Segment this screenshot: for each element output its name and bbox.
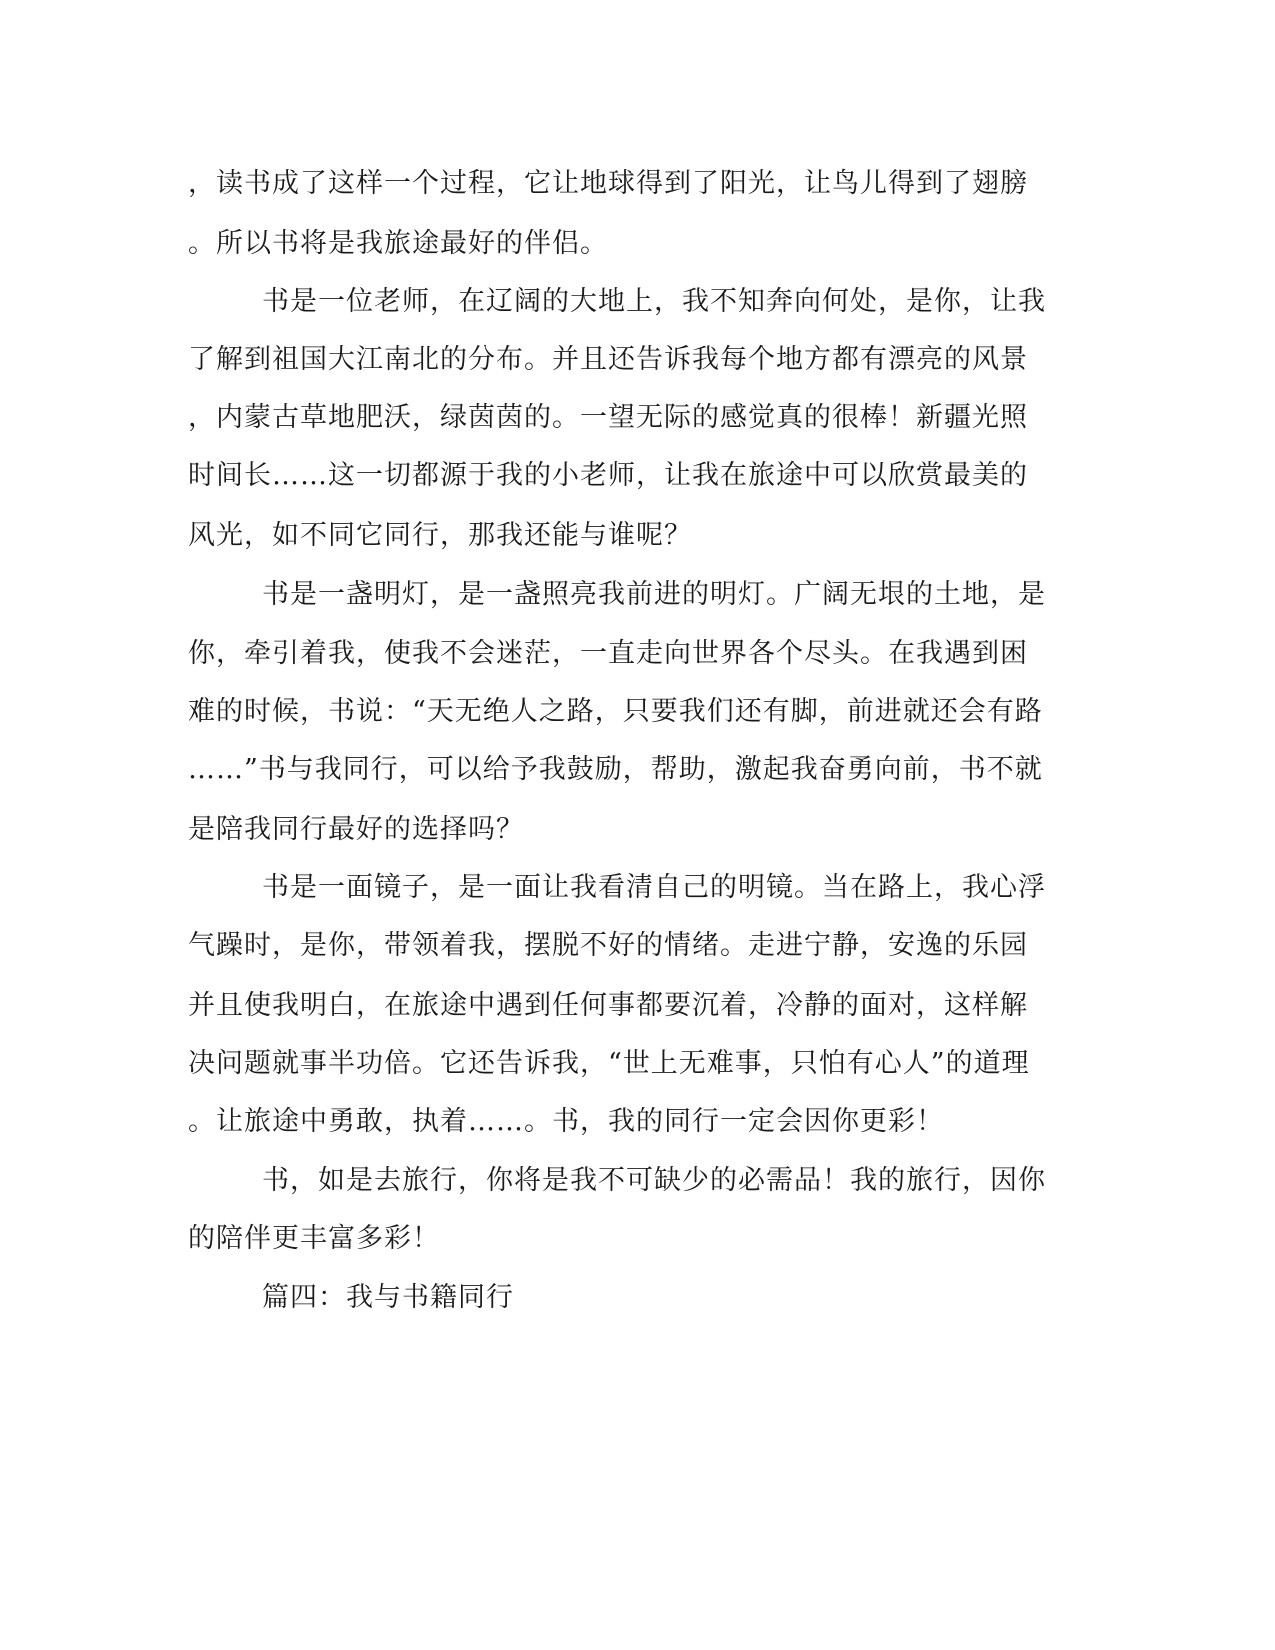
text-line: 的陪伴更丰富多彩！ bbox=[188, 1223, 440, 1254]
text-line: 。让旅途中勇敢，执着……。书，我的同行一定会因你更彩！ bbox=[188, 1106, 944, 1137]
text-line: ……”书与我同行，可以给予我鼓励，帮助，激起我奋勇向前，书不就 bbox=[188, 754, 1043, 785]
text-line: 气躁时，是你，带领着我，摆脱不好的情绪。走进宁静，安逸的乐园 bbox=[188, 930, 1028, 961]
text-line: 。所以书将是我旅途最好的伴侣。 bbox=[188, 228, 608, 259]
paragraph-first-line: 书是一盏明灯，是一盏照亮我前进的明灯。广阔无垠的土地，是 bbox=[262, 579, 1046, 610]
text-line: ，读书成了这样一个过程，它让地球得到了阳光，让鸟儿得到了翅膀 bbox=[188, 168, 1028, 199]
text-line: 是陪我同行最好的选择吗？ bbox=[188, 814, 524, 845]
paragraph-first-line: 书，如是去旅行，你将是我不可缺少的必需品！我的旅行，因你 bbox=[262, 1165, 1046, 1196]
paragraph-first-line: 书是一面镜子，是一面让我看清自己的明镜。当在路上，我心浮 bbox=[262, 872, 1046, 903]
text-line: ，内蒙古草地肥沃，绿茵茵的。一望无际的感觉真的很棒！新疆光照 bbox=[188, 402, 1028, 433]
text-line: 了解到祖国大江南北的分布。并且还告诉我每个地方都有漂亮的风景 bbox=[188, 344, 1028, 375]
text-line: 时间长……这一切都源于我的小老师，让我在旅途中可以欣赏最美的 bbox=[188, 460, 1028, 491]
text-line: 并且使我明白，在旅途中遇到任何事都要沉着，冷静的面对，这样解 bbox=[188, 990, 1028, 1021]
section-heading: 篇四：我与书籍同行 bbox=[262, 1282, 514, 1313]
text-line: 决问题就事半功倍。它还告诉我，“世上无难事，只怕有心人”的道理 bbox=[188, 1048, 1030, 1079]
text-line: 你，牵引着我，使我不会迷茫，一直走向世界各个尽头。在我遇到困 bbox=[188, 638, 1028, 669]
paragraph-first-line: 书是一位老师，在辽阔的大地上，我不知奔向何处，是你，让我 bbox=[262, 286, 1046, 317]
text-line: 难的时候，书说：“天无绝人之路，只要我们还有脚，前进就还会有路 bbox=[188, 696, 1043, 727]
text-line: 风光，如不同它同行，那我还能与谁呢？ bbox=[188, 520, 692, 551]
